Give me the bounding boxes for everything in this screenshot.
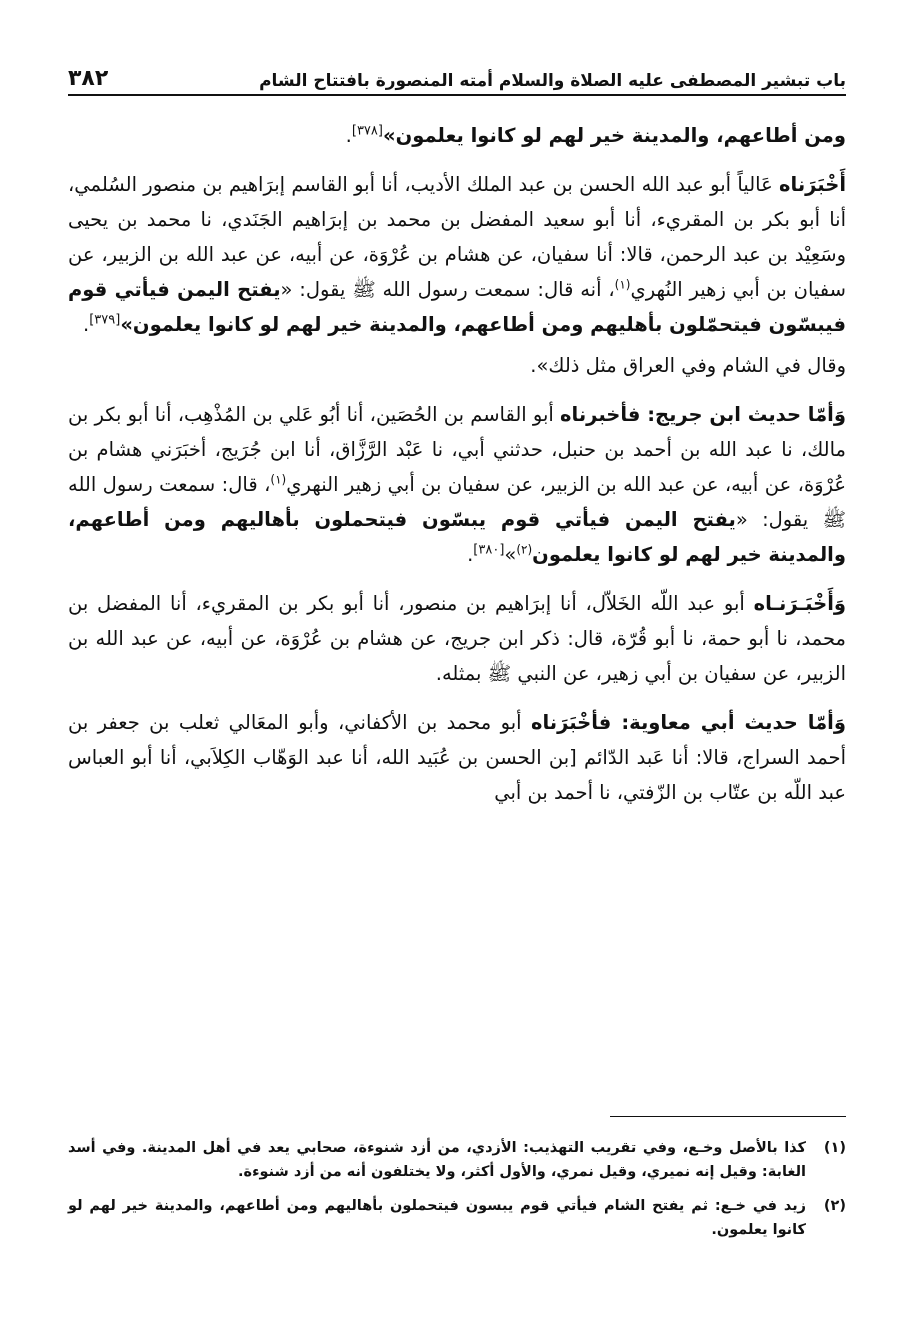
lead-word: أَخْبَرَناه bbox=[779, 173, 846, 196]
hadith-text: يفتح اليمن فيأتي قوم يبسّون فيتحملون بأهاليهم ومن أطاعهم، والمدينة خير لهم لو كانوا يعلمون bbox=[68, 508, 846, 566]
isnad-text-continued: ، قال: سمعت رسول الله ﷺ يقول: « bbox=[68, 473, 846, 531]
paragraph-6 bbox=[68, 705, 846, 810]
section-lead: وَأمّا حديث ابن جريج: فأخبرناه bbox=[560, 403, 846, 426]
paragraph-5 bbox=[68, 586, 846, 691]
isnad-text: أبو عبد اللّه الخَلاّل، أنا إبرَاهيم بن منصور، أنا أبو بكر بن المقريء، أنا المفضل بن محمد، نا أبو حمة، نا أبو قُرّة، قال: ذكر ابن جريج، عن هشام بن عُرْوَة، عن أبيه، عن عبد الله بن الزبير، عن سفيان بن أبي زهير، عن النبي ﷺ بمثله. bbox=[68, 592, 846, 685]
hadith-reference: [٣٨٠] bbox=[473, 542, 505, 558]
hadith-text: يفتح اليمن فيأتي قوم فيبسّون فيتحمّلون بأهليهم ومن أطاعهم، والمدينة خير لهم لو كانوا يعلمون» bbox=[68, 278, 846, 336]
sentence-end: . bbox=[467, 543, 474, 566]
quote-close: » bbox=[504, 543, 517, 566]
isnad-text: أبو القاسم بن الحُصَين، أنا أبُو عَلي بن المُذْهِب، أنا أبو بكر بن مالك، نا عبد الله بن أحمد بن حنبل، حدثني أبي، نا عَبْد الرَّزَّاق، أنا ابن جُرَيج، أخبَرَني هشام بن عُرْوَة، عن أبيه، عن عبد الله بن الزبير، عن سفيان بن أبي زهير النهري bbox=[68, 403, 846, 496]
footnote-text: زيد في خـع: ثم يفتح الشام فيأتي قوم يبسون فيتحملون بأهاليهم ومن أطاعهم، والمدينة خير لهم لو كانوا يعلمون. bbox=[68, 1198, 806, 1238]
paragraph-3 bbox=[68, 348, 846, 383]
isnad-text: أبو محمد بن الأكفاني، وأبو المعَالي ثعلب بن جعفر بن أحمد السراج، قالا: أنا عَبد الدّائم [بن الحسن بن عُبَيد الله، أنا عبد الوَهّاب الكِلاَبي، أنا أبو العباس عبد اللّه بن عتّاب بن الزّفتي، نا أحمد بن أبي bbox=[68, 711, 846, 804]
sentence-end: . bbox=[345, 124, 352, 147]
footnote-marker: (١) bbox=[614, 277, 631, 292]
footnote-2 bbox=[68, 1194, 846, 1242]
footnote-number: (١) bbox=[823, 1140, 846, 1156]
running-title: باب تبشير المصطفى عليه الصلاة والسلام أمته المنصورة بافتتاح الشام bbox=[259, 71, 846, 91]
paragraph-2 bbox=[68, 167, 846, 342]
footnote-divider bbox=[610, 1116, 846, 1117]
footnote-text: كذا بالأصل وخـع، وفي تقريب التهذيب: الأزدي، من أزد شنوءة، صحابي يعد في أهل المدينة. وفي أسد الغابة: وقيل إنه نميري، وقيل نمري، والأول أكثر، ولا يختلفون أنه من أزد شنوءة. bbox=[68, 1140, 806, 1180]
continuation-text: وقال في الشام وفي العراق مثل ذلك». bbox=[530, 354, 846, 377]
sentence-end: . bbox=[83, 313, 90, 336]
hadith-reference: [٣٧٩] bbox=[89, 312, 121, 328]
footnotes bbox=[68, 1136, 846, 1252]
footnote-number: (٢) bbox=[823, 1198, 846, 1214]
section-lead: وَأمّا حديث أبي معاوية: فأخْبَرَناه bbox=[530, 711, 846, 734]
hadith-reference: [٣٧٨] bbox=[351, 123, 383, 139]
paragraph-4 bbox=[68, 397, 846, 572]
main-text bbox=[68, 118, 846, 824]
paragraph-1 bbox=[68, 118, 846, 153]
page-header bbox=[68, 50, 846, 96]
isnad-text-continued: ، أنه قال: سمعت رسول الله ﷺ يقول: « bbox=[280, 278, 615, 301]
footnote-1 bbox=[68, 1136, 846, 1184]
hadith-text: ومن أطاعهم، والمدينة خير لهم لو كانوا يعلمون» bbox=[382, 124, 846, 147]
isnad-text: عَالياً أبو عبد الله الحسن بن عبد الملك الأديب، أنا أبو القاسم إبرَاهيم بن منصور السُلمي، أنا أبو بكر بن المقريء، أنا أبو سعيد المفضل بن محمد بن إبرَاهيم الجَنَدي، نا محمد بن يحيى وسَعِيْد بن عبد الرحمن، قالا: أنا سفيان، عن هشام بن عُرْوَة، عن أبيه، عن عبد الله بن الزبير، عن سفيان بن أبي زهير النُهري bbox=[68, 173, 846, 301]
lead-word: وَأَخْبَـرَنـاه bbox=[753, 592, 846, 615]
footnote-marker-2: (٢) bbox=[516, 542, 533, 557]
page-number: ٣٨٢ bbox=[68, 66, 109, 91]
footnote-marker: (١) bbox=[270, 472, 287, 487]
